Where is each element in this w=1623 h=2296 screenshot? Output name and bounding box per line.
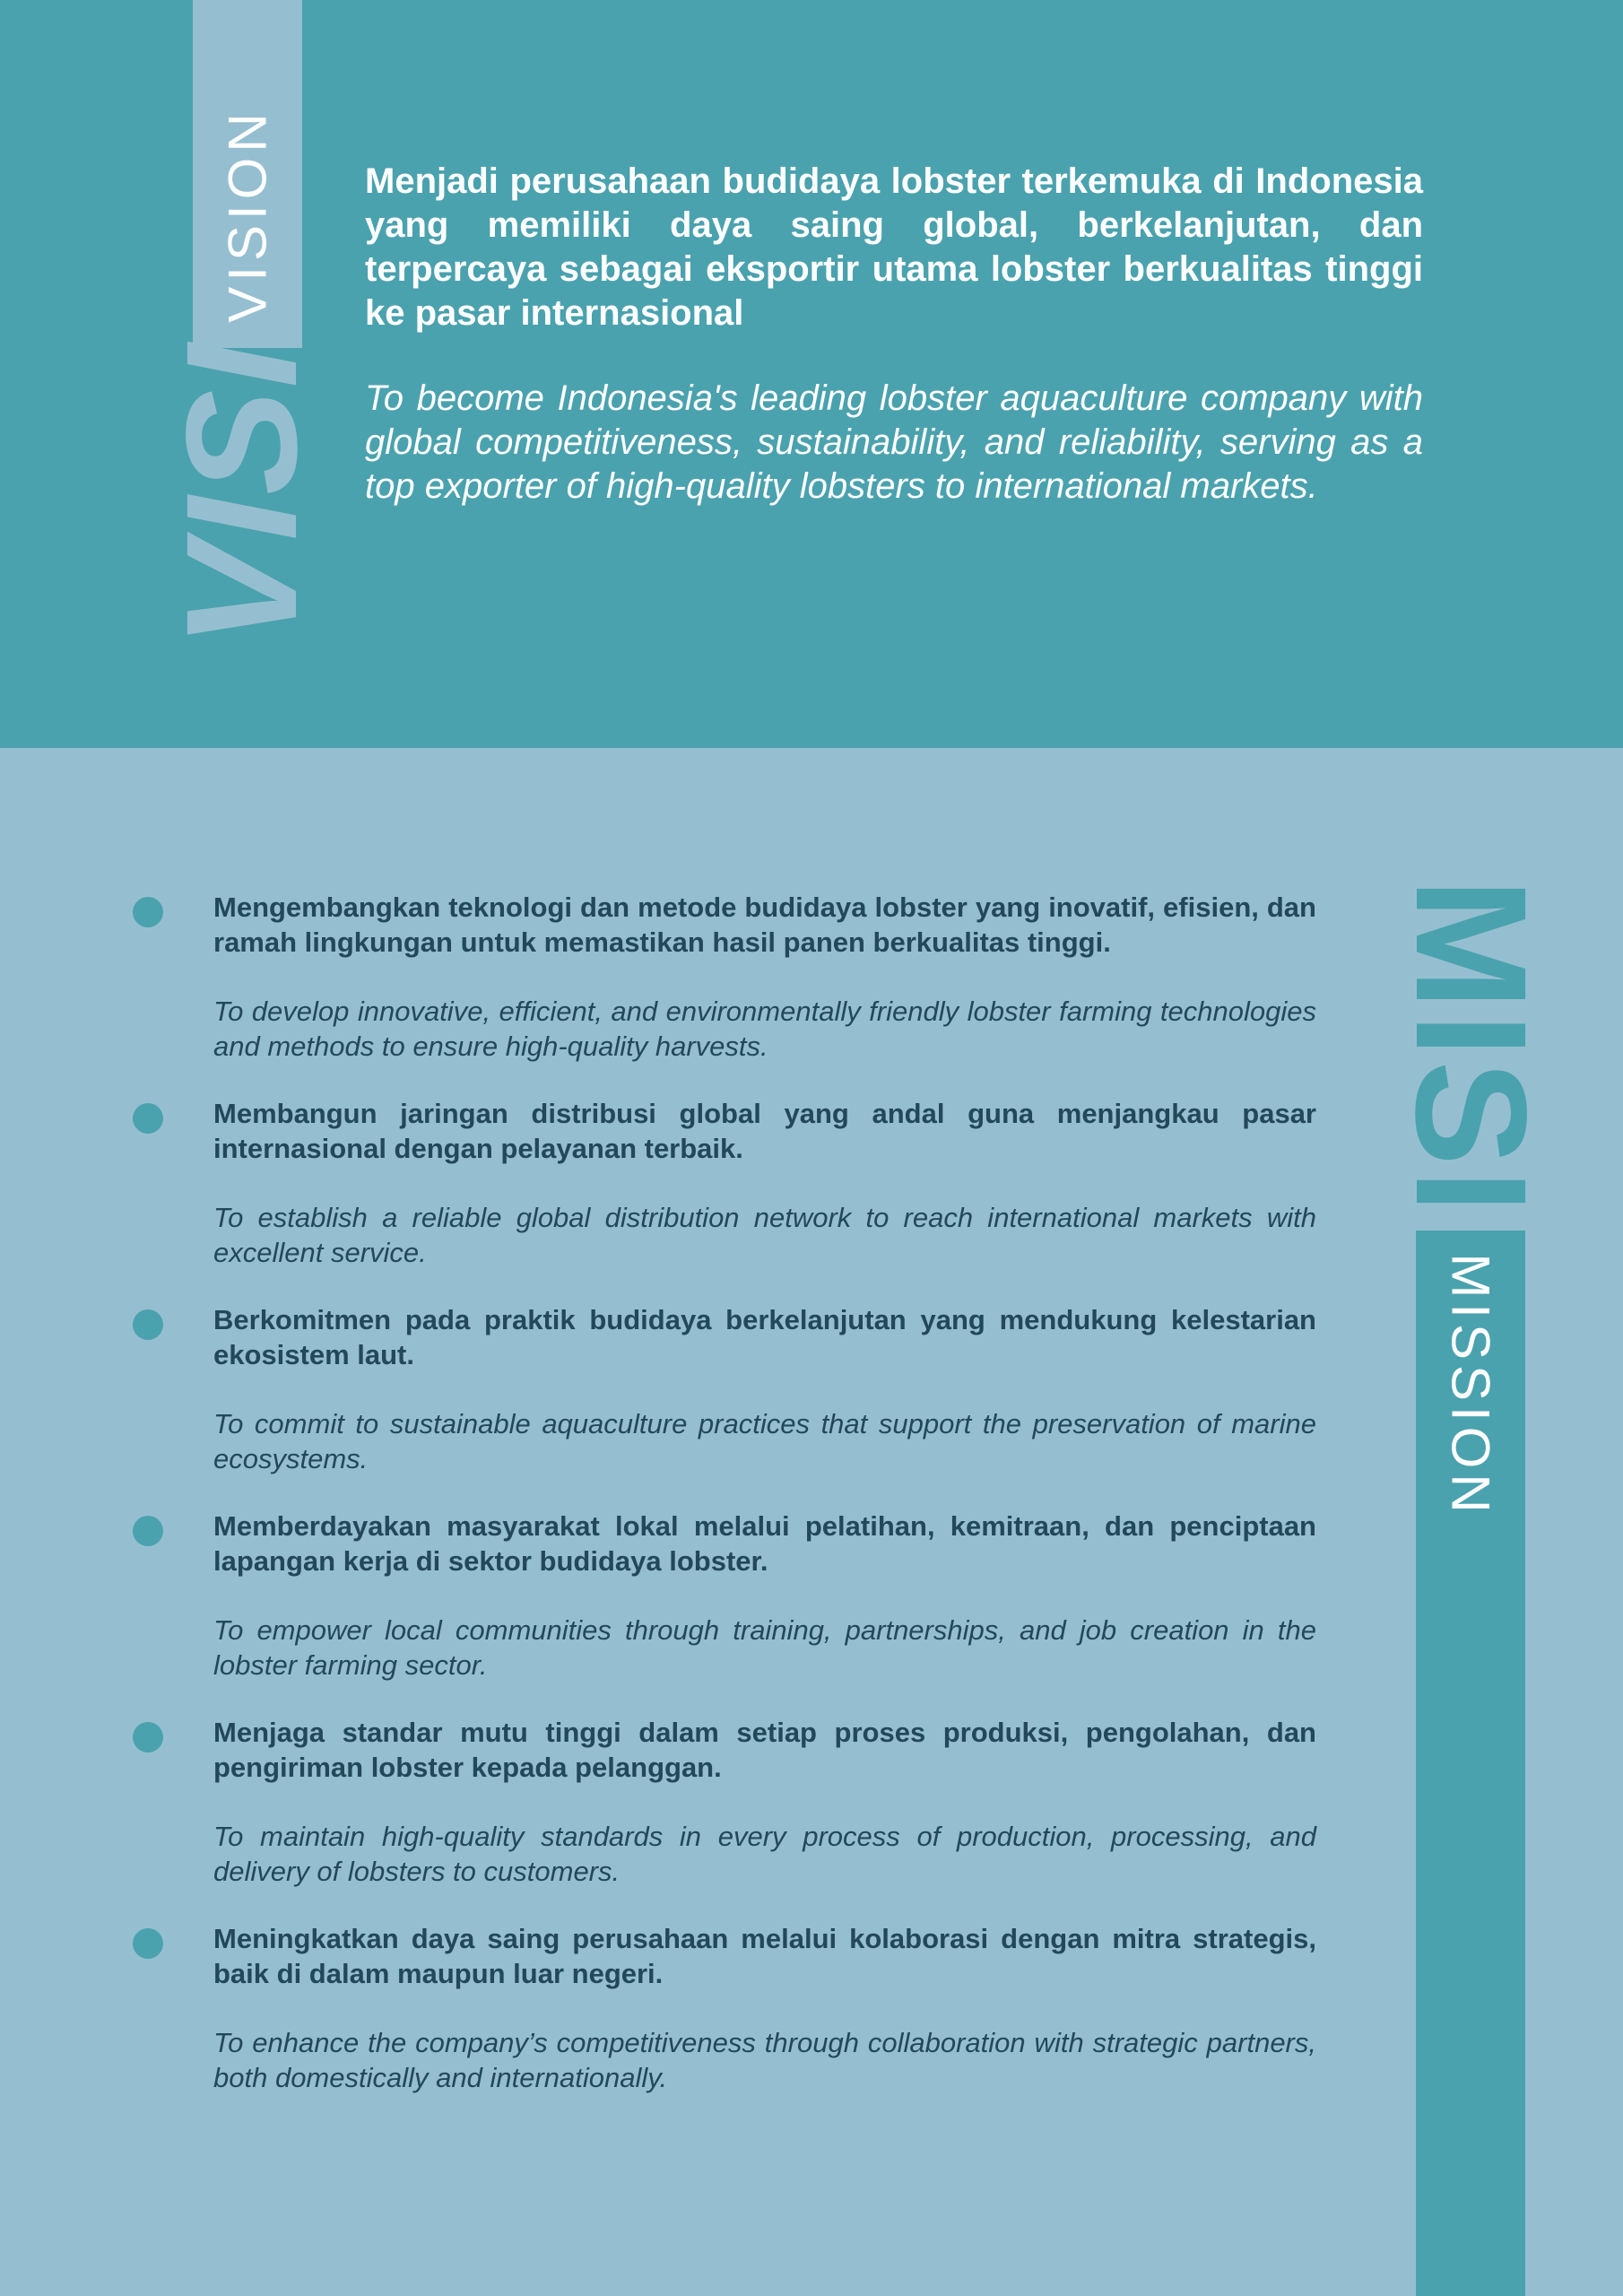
bullet-dot-icon [133,1722,163,1752]
misi-heading: MISI [1383,878,1558,1217]
mission-item-text-id: Meningkatkan daya saing perusahaan melalui kolaborasi dengan mitra strategis, baik di dalam maupun luar negeri. [213,1923,1316,1989]
mission-list [213,890,1316,2127]
mission-item [213,890,1316,1064]
mission-item-text-id: Memberdayakan masyarakat lokal melalui pelatihan, kemitraan, dan penciptaan lapangan kerja di sektor budidaya lobster. [213,1510,1316,1577]
bullet-dot-icon [133,1516,163,1546]
vision-text-id: Menjadi perusahaan budidaya lobster terkemuka di Indonesia yang memiliki daya saing global, berkelanjutan, dan terpercaya sebagai eksportir utama lobster berkualitas tinggi ke pasar internasional [365,161,1423,333]
mission-item [213,1096,1316,1270]
vision-statement [365,160,1423,509]
mission-item-text-id: Membangun jaringan distribusi global yang andal guna menjangkau pasar internasional dengan pelayanan terbaik. [213,1098,1316,1164]
mission-item [213,1302,1316,1476]
bullet-dot-icon [133,1103,163,1134]
mission-item-text-en: To maintain high-quality standards in every process of production, processing, and delivery of lobsters to customers. [213,1821,1316,1887]
mission-item-text-en: To commit to sustainable aquaculture practices that support the preservation of marine ecosystems. [213,1408,1316,1474]
mission-item-text-en: To establish a reliable global distribution network to reach international markets with excellent service. [213,1202,1316,1268]
mission-item [213,1921,1316,2095]
visi-heading: VISI [154,342,330,648]
bullet-dot-icon [133,1309,163,1340]
bullet-dot-icon [133,897,163,927]
mission-item-text-en: To empower local communities through training, partnerships, and job creation in the lobster farming sector. [213,1614,1316,1681]
bullet-dot-icon [133,1928,163,1959]
mission-item-text-id: Menjaga standar mutu tinggi dalam setiap proses produksi, pengolahan, dan pengiriman lobster kepada pelanggan. [213,1717,1316,1783]
mission-item-text-en: To enhance the company’s competitiveness through collaboration with strategic partners, both domestically and internationally. [213,2027,1316,2093]
mission-item-text-id: Mengembangkan teknologi dan metode budidaya lobster yang inovatif, efisien, dan ramah lingkungan untuk memastikan hasil panen berkualitas tinggi. [213,891,1316,958]
mission-label: MISSION [1440,1253,1501,1518]
mission-item-text-en: To develop innovative, efficient, and environmentally friendly lobster farming technologies and methods to ensure high-quality harvests. [213,996,1316,1062]
vision-text-en: To become Indonesia's leading lobster aquaculture company with global competitiveness, sustainability, and reliability, serving as a top exporter of high-quality lobsters to international markets. [365,378,1423,506]
mission-item [213,1509,1316,1683]
vision-label: VISION [217,108,278,323]
mission-item [213,1715,1316,1889]
mission-item-text-id: Berkomitmen pada praktik budidaya berkelanjutan yang mendukung kelestarian ekosistem laut. [213,1304,1316,1370]
